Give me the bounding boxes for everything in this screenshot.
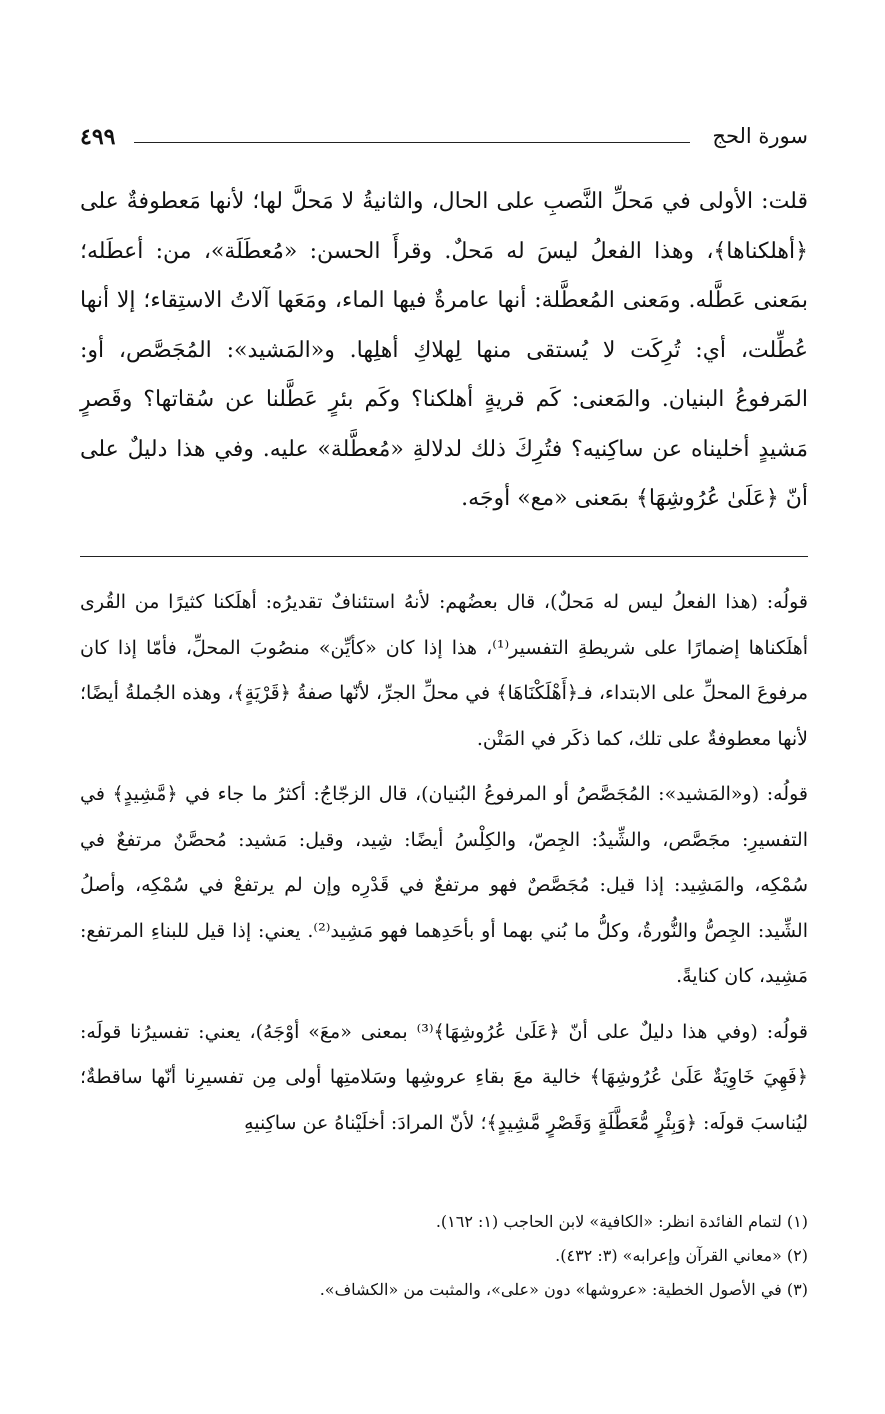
section-separator bbox=[80, 556, 808, 557]
header-rule bbox=[134, 142, 690, 143]
page-header bbox=[80, 120, 808, 160]
footnote: (٢) «معاني القرآن وإعرابه» (٣: ٤٣٢). bbox=[555, 1246, 808, 1265]
commentary bbox=[80, 580, 808, 1156]
main-text: قلت: الأولى في مَحلِّ النَّصبِ على الحال، والثانيةُ لا مَحلَّ لها؛ لأنها مَعطوفةٌ على ﴿أهلكناها﴾، وهذا الفعلُ ليسَ له مَحلٌ. وقرأَ الحسن: «مُعطَلَة»، من: أعطَله؛ بمَعنى عَطَّله. ومَعنى المُعطَّلة: أنها عامرةٌ فيها الماء، ومَعَها آلاتُ الاستِقاء؛ إلا أنها عُطِّلت، أي: تُرِكَت لا يُستقى منها لِهلاكِ أهلِها. و«المَشيد»: المُجَصَّص، أو: المَرفوعُ البنيان. والمَعنى: كَم قريةٍ أهلكنا؟ وكَم بئرٍ عَطَّلنا عن سُقاتها؟ وقَصرٍ مَشيدٍ أخليناه عن ساكِنيه؟ فتُرِكَ ذلك لدلالةِ «مُعطَّلة» عليه. وفي هذا دليلٌ على أنّ ﴿عَلَىٰ عُرُوشِهَا﴾ بمَعنى «مع» أوجَه. bbox=[80, 189, 808, 511]
commentary-paragraph: قولُه: (وفي هذا دليلٌ على أنّ ﴿عَلَىٰ عُرُوشِهَا﴾⁽³⁾ بمعنى «معَ» أوْجَهُ)، يعني: تفسيرُنا قولَه: ﴿فَهِيَ خَاوِيَةٌ عَلَىٰ عُرُوشِهَا﴾ خالية معَ بقاءِ عروشِها وسَلامتِها أولى مِن تفسيرِنا أنّها ساقطةٌ؛ ليُناسبَ قولَه: ﴿وَبِئْرٍ مُّعَطَّلَةٍ وَقَصْرٍ مَّشِيدٍ﴾؛ لأنّ المرادَ: أخلَيْناهُ عن ساكِنيهِ bbox=[80, 1020, 808, 1134]
commentary-paragraph: قولُه: (هذا الفعلُ ليس له مَحلٌ)، قال بعضُهم: لأنهُ استئنافٌ تقديرُه: أهلَكنا كثيرًا من القُرى أهلَكناها إضمارًا على شريطةِ التفسير⁽¹⁾، هذا إذا كان «كأيِّن» منصُوبَ المحلِّ، فأمّا إذا كان مرفوعَ المحلِّ على الابتداء، فـ﴿أَهْلَكْنَاهَا﴾ في محلِّ الجرِّ، لأنّها صفةُ ﴿قَرْيَةٍ﴾، وهذه الجُملةُ أيضًا؛ لأنها معطوفةٌ على تلك، كما ذكَر في المَتْن. bbox=[80, 591, 809, 750]
footnotes bbox=[80, 1205, 808, 1307]
commentary-paragraph: قولُه: (و«المَشيد»: المُجَصَّصُ أو المرفوعُ البُنيان)، قال الزجّاجُ: أكثرُ ما جاء في ﴿مَّشِيدٍ﴾ في التفسيرِ: مجَصَّص، والشِّيدُ: الجِصّ، والكِلْسُ أيضًا: شِيد، وقيل: مَشيد: مُحصَّنٌ مرتفعٌ في سُمْكِه، والمَشِيد: إذا قيل: مُجَصَّصٌ فهو مرتفعٌ في قَدْرِه وإن لم يرتفعْ في سُمْكِه، وأصلُ الشِّيد: الجِصُّ والنُّورةُ، وكلُّ ما بُني بهما أو بأحَدِهما فهو مَشِيد⁽²⁾. يعني: إذا قيل للبناءِ المرتفع: مَشِيد، كان كنايةً. bbox=[80, 783, 808, 987]
chapter-title: سورة الحج bbox=[712, 124, 808, 148]
page-number: ٤٩٩ bbox=[80, 124, 116, 150]
footnote: (١) لتمام الفائدة انظر: «الكافية» لابن الحاجب (١: ١٦٢). bbox=[435, 1212, 808, 1231]
footnote: (٣) في الأصول الخطية: «عروشها» دون «على»، والمثبت من «الكشاف». bbox=[319, 1280, 808, 1299]
